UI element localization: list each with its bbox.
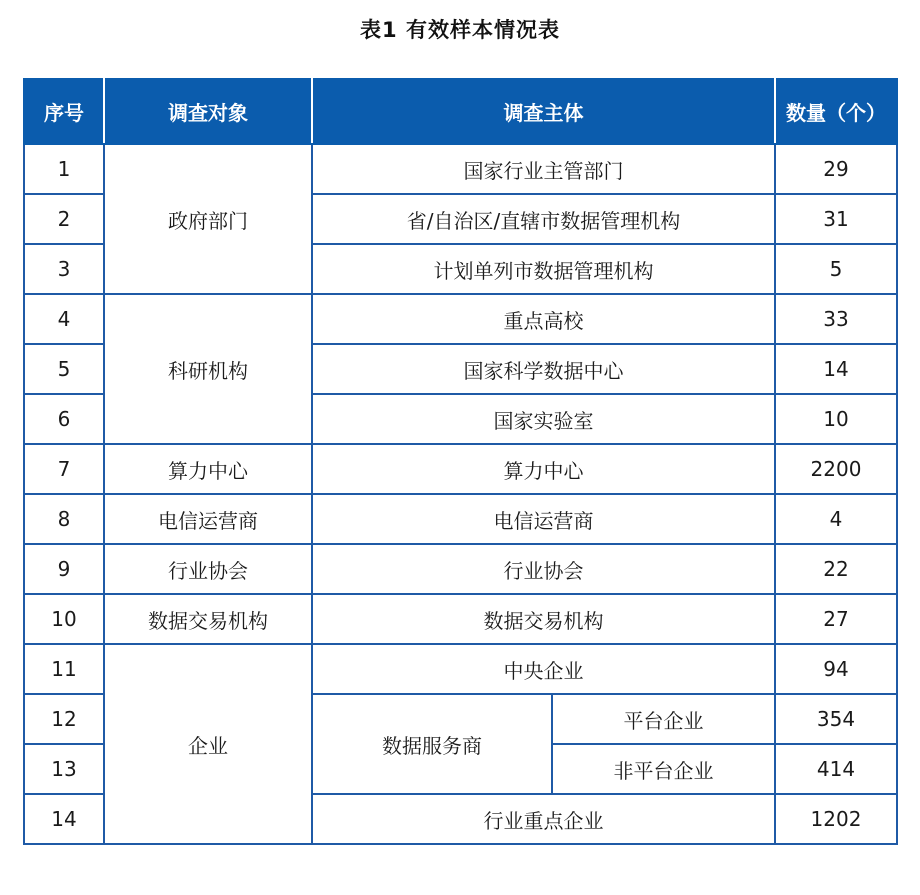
row-index: 14 <box>24 794 104 844</box>
row-subject: 计划单列市数据管理机构 <box>312 244 775 294</box>
row-count: 414 <box>775 744 897 794</box>
row-index: 13 <box>24 744 104 794</box>
row-count: 10 <box>775 394 897 444</box>
row-index: 6 <box>24 394 104 444</box>
object-government: 政府部门 <box>104 144 312 294</box>
table-row <box>24 144 897 194</box>
header-object: 调查对象 <box>104 79 312 144</box>
header-index: 序号 <box>24 79 104 144</box>
table-row <box>24 544 897 594</box>
row-count: 4 <box>775 494 897 544</box>
row-count: 5 <box>775 244 897 294</box>
table-row <box>24 494 897 544</box>
row-subject: 算力中心 <box>312 444 775 494</box>
sample-table <box>23 78 898 845</box>
row-index: 12 <box>24 694 104 744</box>
row-subject: 电信运营商 <box>312 494 775 544</box>
row-subject: 非平台企业 <box>552 744 775 794</box>
row-subject: 平台企业 <box>552 694 775 744</box>
row-subject: 国家科学数据中心 <box>312 344 775 394</box>
row-count: 29 <box>775 144 897 194</box>
row-count: 14 <box>775 344 897 394</box>
object-research: 科研机构 <box>104 294 312 444</box>
row-subject: 国家行业主管部门 <box>312 144 775 194</box>
table-title: 表1 有效样本情况表 <box>360 18 560 42</box>
row-index: 8 <box>24 494 104 544</box>
row-subject: 数据交易机构 <box>312 594 775 644</box>
row-index: 9 <box>24 544 104 594</box>
row-subject: 省/自治区/直辖市数据管理机构 <box>312 194 775 244</box>
object-computing: 算力中心 <box>104 444 312 494</box>
row-subject: 重点高校 <box>312 294 775 344</box>
row-subject: 行业协会 <box>312 544 775 594</box>
row-count: 2200 <box>775 444 897 494</box>
row-index: 7 <box>24 444 104 494</box>
row-subject: 国家实验室 <box>312 394 775 444</box>
object-exchange: 数据交易机构 <box>104 594 312 644</box>
row-count: 31 <box>775 194 897 244</box>
table-row <box>24 444 897 494</box>
table-row <box>24 644 897 694</box>
row-index: 2 <box>24 194 104 244</box>
row-count: 27 <box>775 594 897 644</box>
row-count: 354 <box>775 694 897 744</box>
row-subject: 中央企业 <box>312 644 775 694</box>
row-subject: 行业重点企业 <box>312 794 775 844</box>
row-count: 22 <box>775 544 897 594</box>
row-index: 3 <box>24 244 104 294</box>
object-telecom: 电信运营商 <box>104 494 312 544</box>
table-row <box>24 594 897 644</box>
row-index: 1 <box>24 144 104 194</box>
row-index: 4 <box>24 294 104 344</box>
row-index: 5 <box>24 344 104 394</box>
row-index: 11 <box>24 644 104 694</box>
row-count: 1202 <box>775 794 897 844</box>
header-subject: 调查主体 <box>312 79 775 144</box>
header-row <box>24 79 897 144</box>
object-enterprise: 企业 <box>104 644 312 844</box>
row-count: 94 <box>775 644 897 694</box>
subgroup-data-service: 数据服务商 <box>312 694 552 794</box>
row-index: 10 <box>24 594 104 644</box>
header-count: 数量（个） <box>775 79 897 144</box>
row-count: 33 <box>775 294 897 344</box>
table-row <box>24 294 897 344</box>
object-association: 行业协会 <box>104 544 312 594</box>
